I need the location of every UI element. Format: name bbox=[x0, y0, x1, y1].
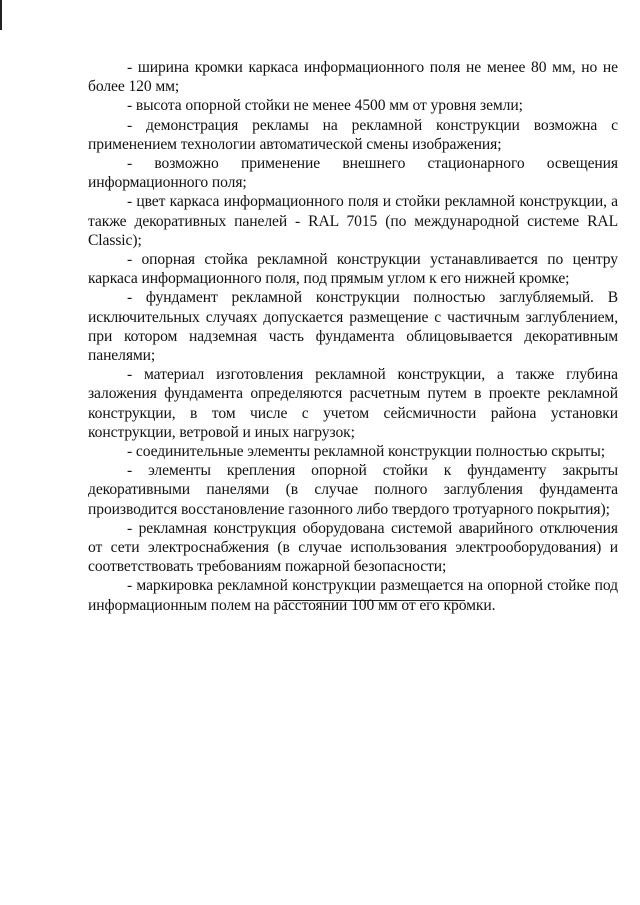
requirement-material-calculation: - материал изготовления рекламной конструкции, а также глубина заложения фундамента определяются расчетным путем в проекте рекламной конструкции, в том числе с учетом сейсмичности района установки конструкции, ветровой и иных нагрузок; bbox=[88, 366, 618, 441]
requirement-color: - цвет каркаса информационного поля и стойки рекламной конструкции, а также декоративных панелей - RAL 7015 (по международной системе RAL Classic); bbox=[88, 193, 618, 249]
requirement-external-lighting: - возможно применение внешнего стационарного освещения информационного поля; bbox=[88, 155, 618, 192]
requirement-support-height: - высота опорной стойки не менее 4500 мм от уровня земли; bbox=[127, 97, 523, 115]
requirement-support-position: - опорная стойка рекламной конструкции устанавливается по центру каркаса информационного поля, под прямым углом к его нижней кромке; bbox=[88, 251, 618, 288]
requirement-hidden-connectors: - соединительные элементы рекламной конструкции полностью скрыты; bbox=[127, 443, 605, 461]
closing-rule bbox=[283, 600, 465, 601]
requirement-fastening-covered: - элементы крепления опорной стойки к фундаменту закрыты декоративными панелями (в случае полного заглубления фундамента производится восстановление газонного либо твердого тротуарного покрытия); bbox=[88, 462, 618, 518]
requirement-marking: - маркировка рекламной конструкции размещается на опорной стойке под информационным полем на расстоянии 100 мм от его кромки. bbox=[88, 577, 618, 614]
requirement-image-change: - демонстрация рекламы на рекламной конструкции возможна с применением технологии автоматической смены изображения; bbox=[88, 116, 618, 153]
document-body bbox=[88, 58, 618, 615]
requirement-foundation: - фундамент рекламной конструкции полностью заглубляемый. В исключительных случаях допускается размещение с частичным заглублением, при котором надземная часть фундамента облицовывается декоративным панелями; bbox=[88, 289, 618, 365]
requirement-frame-edge-width: - ширина кромки каркаса информационного поля не менее 80 мм, но не более 120 мм; bbox=[88, 59, 618, 96]
scan-edge-mark bbox=[0, 0, 2, 30]
requirement-emergency-shutdown: - рекламная конструкция оборудована системой аварийного отключения от сети электроснабжения (в случае использования электрооборудования) и соответствовать требованиям пожарной безопасности; bbox=[88, 519, 618, 576]
